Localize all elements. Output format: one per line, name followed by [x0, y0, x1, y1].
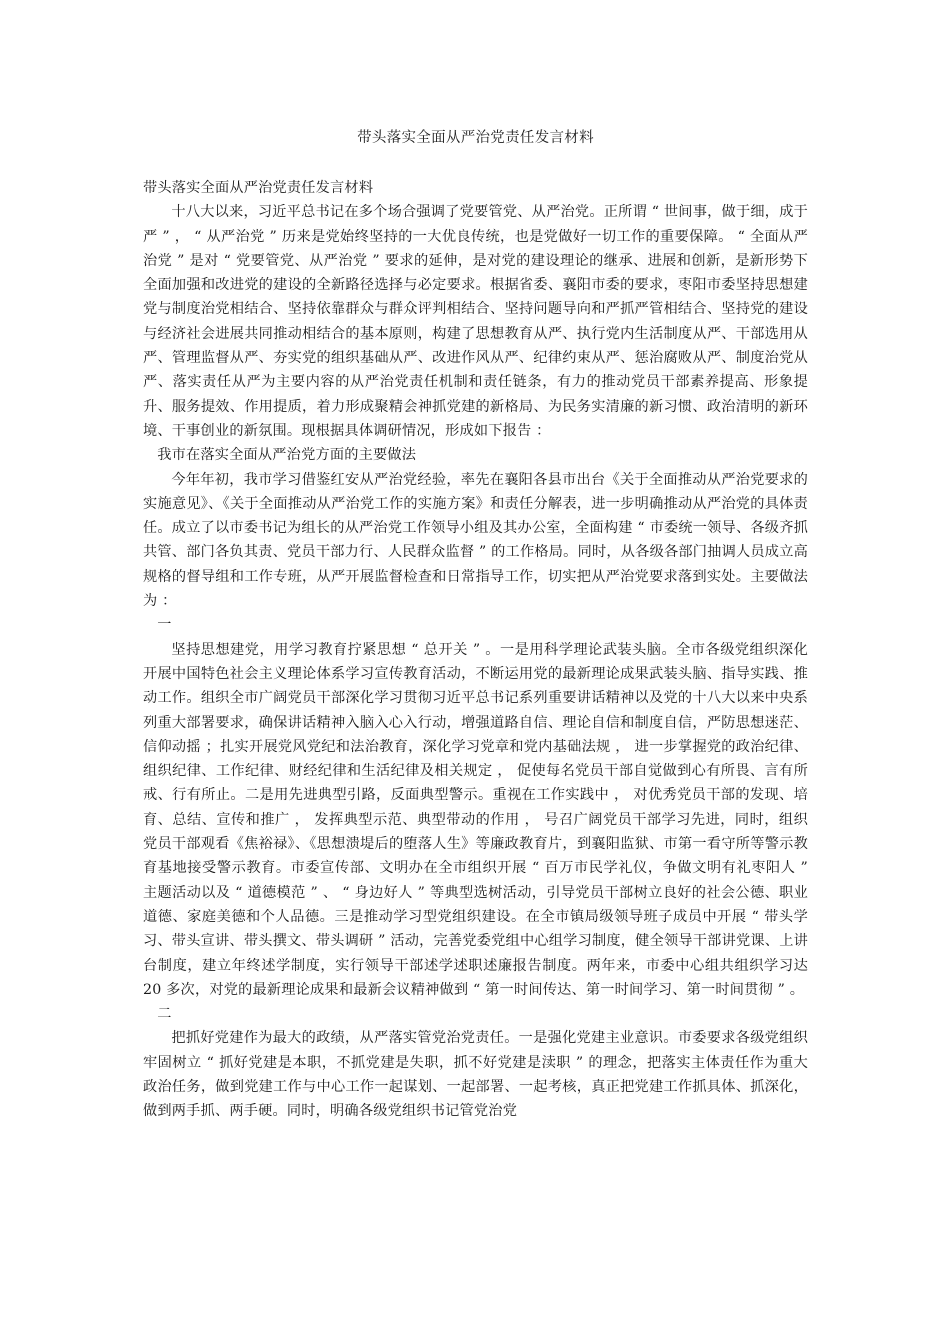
point-2-paragraph: 把抓好党建作为最大的政绩，从严落实管党治党责任。一是强化党建主业意识。市委要求各级党组织牢固树立 “ 抓好党建是本职，不抓党建是失职，抓不好党建是渎职 ” 的理念，把落实主体责任作为重大政治任务，做到党建工作与中心工作一起谋划、一起部署、一起考核，真正把党建工作抓具体、抓深化，做到两手抓、两手硬。同时，明确各级党组织书记管党治党 [143, 1030, 808, 1120]
document-subtitle: 带头落实全面从严治党责任发言材料 [143, 180, 374, 196]
practice-paragraph: 今年年初，我市学习借鉴红安从严治党经验，率先在襄阳各县市出台《关于全面推动从严治党要求的实施意见》、《关于全面推动从严治党工作的实施方案》和责任分解表，进一步明确推动从严治党的具体责任。成立了以市委书记为组长的从严治党工作领导小组及其办公室，全面构建 “ 市委统一领导、各级齐抓共管、部门各负其责、党员干部力行、人民群众监督 ” 的工作格局。同时，从各级各部门抽调人员成立高规格的督导组和工作专班，从严开展监督检查和日常指导工作，切实把从严治党要求落到实处。主要做法为 ： [143, 471, 808, 610]
point-numeral-2: 二 [157, 1006, 172, 1023]
point-1-paragraph: 坚持思想建党，用学习教育拧紧思想 “ 总开关 ” 。一是用科学理论武装头脑。全市各级党组织深化开展中国特色社会主义理论体系学习宣传教育活动，不断运用党的最新理论成果武装头脑、指导实践、推动工作。组织全市广阔党员干部深化学习贯彻习近平总书记系列重要讲话精神以及党的十八大以来中央系列重大部署要求，确保讲话精神入脑入心入行动，增强道路自信、理论自信和制度自信，严防思想迷茫、信仰动摇 ；扎实开展党风党纪和法治教育，深化学习党章和党内基础法规 ， 进一步掌握党的政治纪律、组织纪律、工作纪律、财经纪律和生活纪律及相关规定 ， 促使每名党员干部自觉做到心有所畏、言有所戒、行有所止。二是用先进典型引路，反面典型警示。重视在工作实践中 ， 对优秀党员干部的发现、培育、总结、宣传和推广 ， 发挥典型示范、典型带动的作用 ， 号召广阔党员干部学习先进，同时，组织党员干部观看《焦裕禄》、《思想溃堤后的堕落人生》等廉政教育片，到襄阳监狱、市第一看守所等警示教育基地接受警示教育。市委宣传部、文明办在全市组织开展 “ 百万市民学礼仪，争做文明有礼枣阳人 ” 主题活动以及 “ 道德模范 ” 、 “ 身边好人 ” 等典型选树活动，引导党员干部树立良好的社会公德、职业道德、家庭美德和个人品德。三是推动学习型党组织建设。在全市镇局级领导班子成员中开展 “ 带头学习、带头宣讲、带头撰文、带头调研 ” 活动，完善党委党组中心组学习制度，健全领导干部讲党课、上讲台制度，建立年终述学制度，实行领导干部述学述职述廉报告制度。两年来，市委中心组共组织学习达 20 多次，对党的最新理论成果和最新会议精神做到 “ 第一时间传达、第一时间学习、第一时间贯彻 ” 。 [143, 641, 808, 998]
section-heading: 我市在落实全面从严治党方面的主要做法 [157, 447, 417, 464]
intro-paragraph: 十八大以来，习近平总书记在多个场合强调了党要管党、从严治党。正所谓 “ 世间事，做于细，成于严 ” ， “ 从严治党 ” 历来是党始终坚持的一大优良传统，也是党做好一切工作的重要保障。 “ 全面从严治党 ” 是对 “ 党要管党、从严治党 ” 要求的延伸，是对党的建设理论的继承、进展和创新，是新形势下全面加强和改进党的建设的全新路径选择与必定要求。根据省委、襄阳市委的要求，枣阳市委坚持思想建党与制度治党相结合、坚持依靠群众与群众评判相结合、坚持问题导向和严抓严管相结合、坚持党的建设与经济社会进展共同推动相结合的基本原则，构建了思想教育从严、执行党内生活制度从严、干部选用从严、管理监督从严、夯实党的组织基础从严、改进作风从严、纪律约束从严、惩治腐败从严、制度治党从严、落实责任从严为主要内容的从严治党责任机制和责任链条，有力的推动党员干部素养提高、形象提升、服务提效、作用提质，着力形成聚精会神抓党建的新格局、为民务实清廉的新习惯、政治清明的新环境、干事创业的新氛围。现根据具体调研情况，形成如下报告 ： [143, 204, 808, 439]
document-title: 带头落实全面从严治党责任发言材料 [357, 130, 594, 146]
point-numeral-1: 一 [157, 617, 172, 634]
document-body [143, 176, 808, 1124]
